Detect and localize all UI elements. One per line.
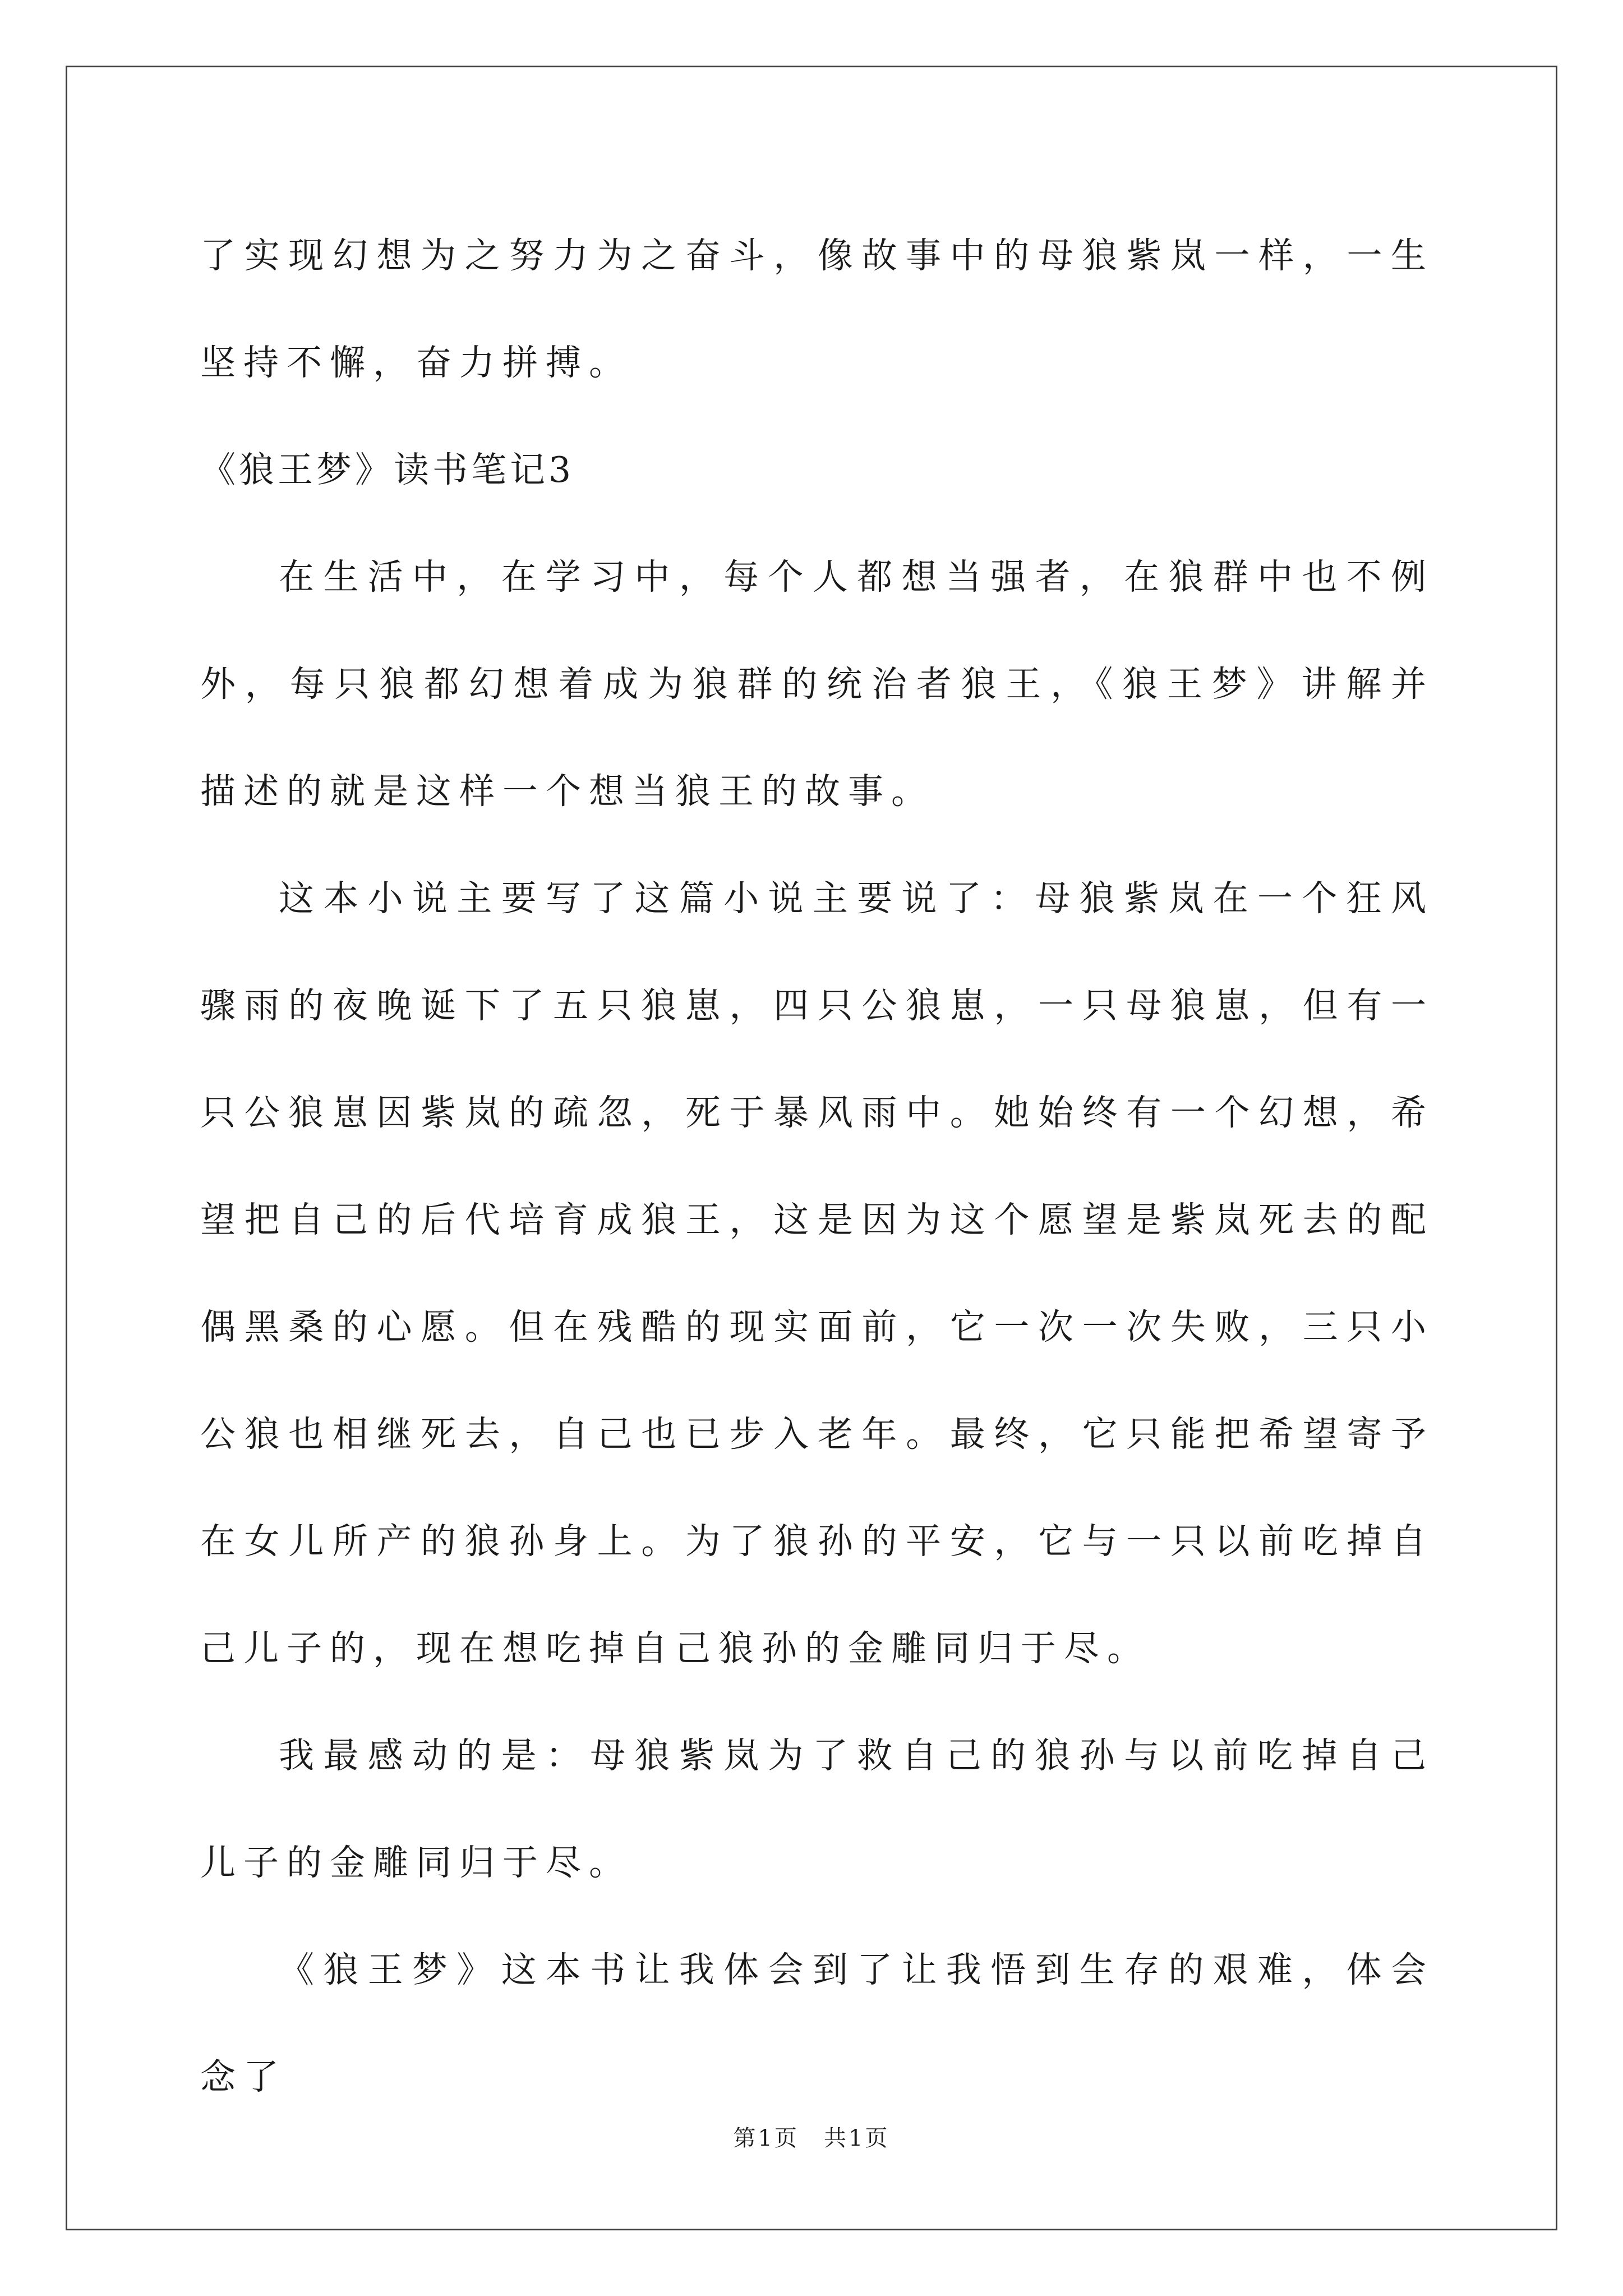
document-body bbox=[200, 202, 1434, 2131]
paragraph: 在生活中，在学习中，每个人都想当强者，在狼群中也不例外，每只狼都幻想着成为狼群的统治者狼王，《狼王梦》讲解并描述的就是这样一个想当狼王的故事。 bbox=[200, 556, 1434, 812]
paragraph: 我最感动的是：母狼紫岚为了救自己的狼孙与以前吃掉自己儿子的金雕同归于尽。 bbox=[200, 1735, 1434, 1883]
page-number-footer: 第1页 共1页 bbox=[733, 2125, 890, 2151]
paragraph: 这本小说主要写了这篇小说主要说了：母狼紫岚在一个狂风骤雨的夜晚诞下了五只狼崽，四只公狼崽，一只母狼崽，但有一只公狼崽因紫岚的疏忽，死于暴风雨中。她始终有一个幻想，希望把自己的后代培育成狼王，这是因为这个愿望是紫岚死去的配偶黑桑的心愿。但在残酷的现实面前，它一次一次失败，三只小公狼也相继死去，自己也已步入老年。最终，它只能把希望寄予在女儿所产的狼孙身上。为了狼孙的平安，它与一只以前吃掉自己儿子的，现在想吃掉自己狼孙的金雕同归于尽。 bbox=[200, 878, 1434, 1669]
section-heading: 《狼王梦》读书笔记3 bbox=[200, 449, 575, 490]
paragraph: 了实现幻想为之努力为之奋斗，像故事中的母狼紫岚一样，一生坚持不懈，奋力拼搏。 bbox=[200, 235, 1434, 383]
paragraph: 《狼王梦》这本书让我体会到了让我悟到生存的艰难，体会念了 bbox=[200, 1949, 1434, 2097]
